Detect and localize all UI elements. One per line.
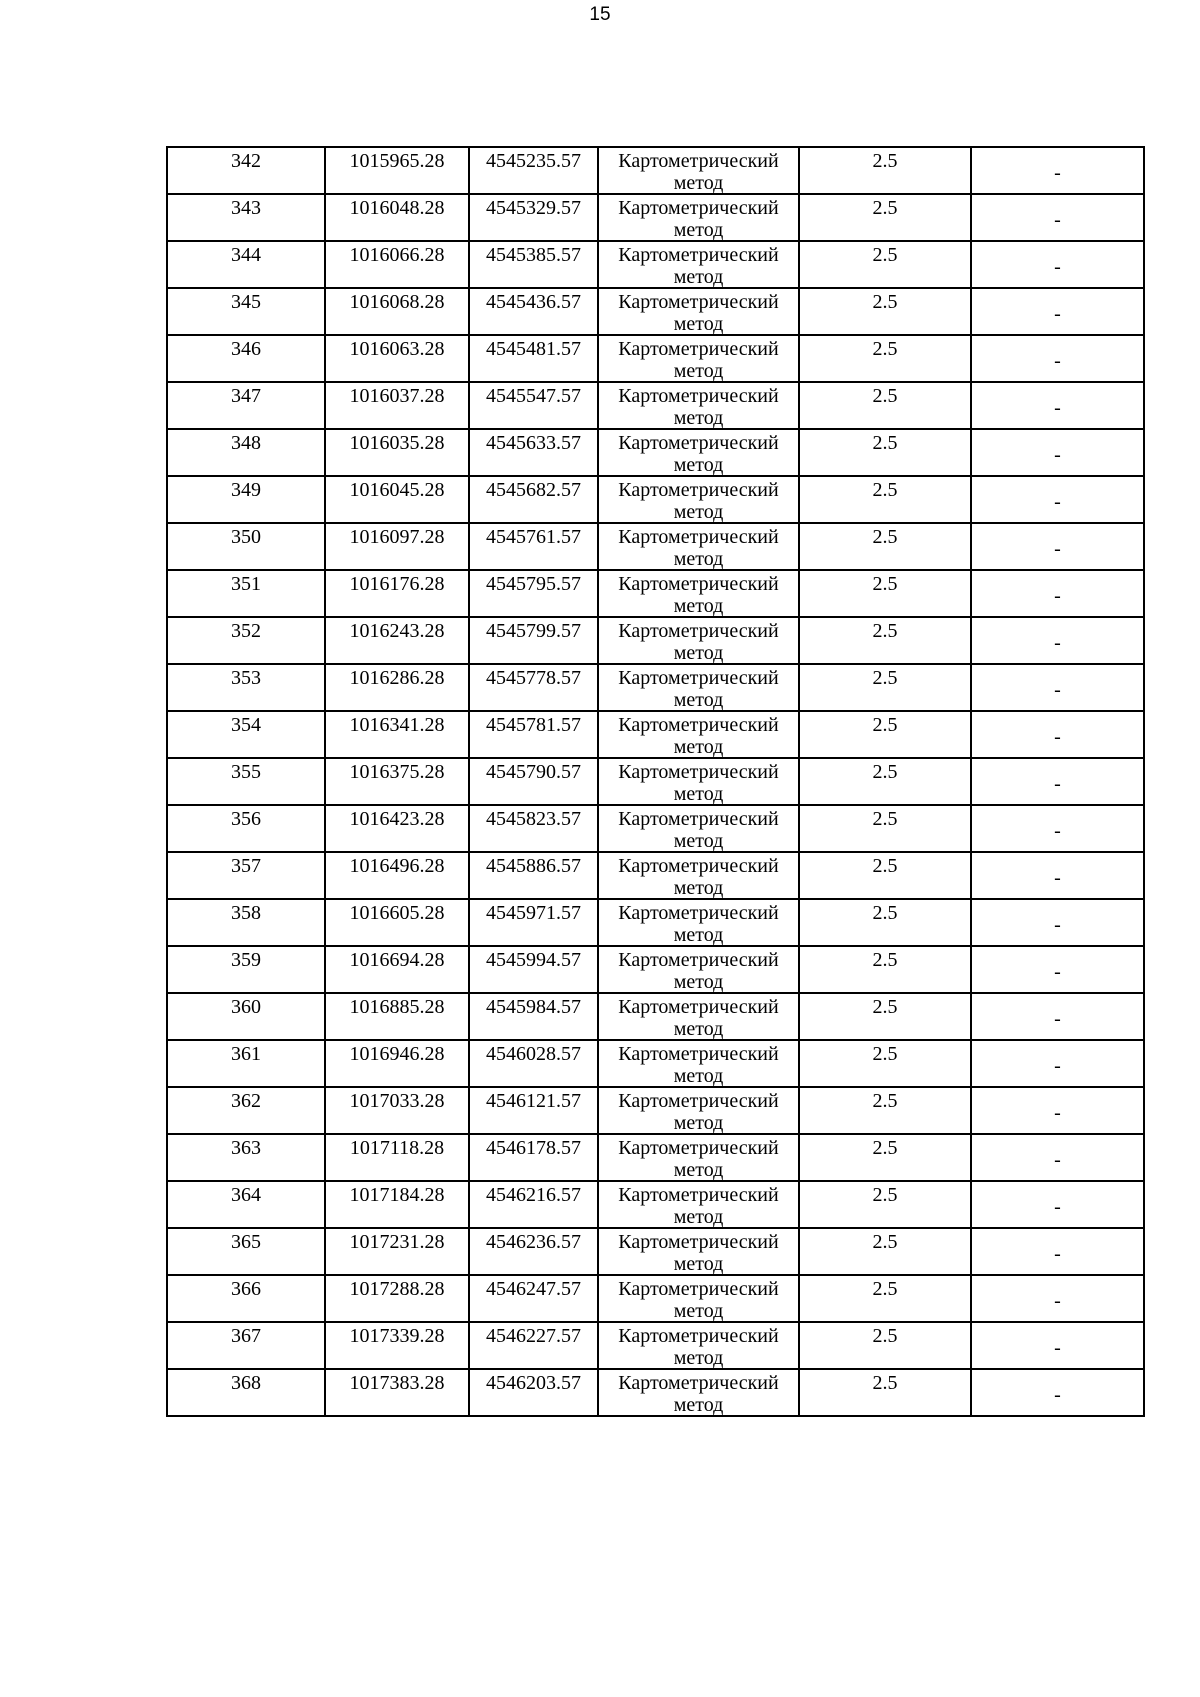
method-line-1: Картометрический xyxy=(618,291,779,313)
y-coordinate-cell: 4546203.57 xyxy=(469,1369,598,1416)
description-cell: - xyxy=(971,429,1144,476)
method-line-1: Картометрический xyxy=(618,1090,779,1112)
table-row xyxy=(167,805,1144,852)
method-line-2: метод xyxy=(673,548,724,570)
method-line-1: Картометрический xyxy=(618,949,779,971)
error-cell: 2.5 xyxy=(799,570,971,617)
table-row xyxy=(167,335,1144,382)
method-cell xyxy=(598,617,799,664)
method-line-1: Картометрический xyxy=(618,338,779,360)
error-cell: 2.5 xyxy=(799,476,971,523)
x-coordinate-cell: 1016066.28 xyxy=(325,241,469,288)
description-cell: - xyxy=(971,288,1144,335)
description-cell: - xyxy=(971,1369,1144,1416)
table-row xyxy=(167,570,1144,617)
y-coordinate-cell: 4545235.57 xyxy=(469,147,598,194)
point-number-cell: 357 xyxy=(167,852,325,899)
description-cell: - xyxy=(971,1040,1144,1087)
point-number-cell: 354 xyxy=(167,711,325,758)
description-cell: - xyxy=(971,523,1144,570)
method-line-1: Картометрический xyxy=(618,385,779,407)
x-coordinate-cell: 1016341.28 xyxy=(325,711,469,758)
table-row xyxy=(167,617,1144,664)
x-coordinate-cell: 1016068.28 xyxy=(325,288,469,335)
table-row xyxy=(167,382,1144,429)
method-line-2: метод xyxy=(673,407,724,429)
table-row xyxy=(167,194,1144,241)
x-coordinate-cell: 1016496.28 xyxy=(325,852,469,899)
method-line-1: Картометрический xyxy=(618,761,779,783)
description-cell: - xyxy=(971,570,1144,617)
method-line-1: Картометрический xyxy=(618,197,779,219)
method-cell xyxy=(598,852,799,899)
point-number-cell: 363 xyxy=(167,1134,325,1181)
method-cell xyxy=(598,664,799,711)
method-line-2: метод xyxy=(673,1300,724,1322)
method-line-1: Картометрический xyxy=(618,667,779,689)
method-line-2: метод xyxy=(673,172,724,194)
description-cell: - xyxy=(971,946,1144,993)
method-cell xyxy=(598,1322,799,1369)
method-line-1: Картометрический xyxy=(618,1184,779,1206)
point-number-cell: 348 xyxy=(167,429,325,476)
y-coordinate-cell: 4545781.57 xyxy=(469,711,598,758)
method-cell xyxy=(598,241,799,288)
y-coordinate-cell: 4545633.57 xyxy=(469,429,598,476)
method-cell xyxy=(598,758,799,805)
method-cell xyxy=(598,899,799,946)
table-row xyxy=(167,1134,1144,1181)
method-cell xyxy=(598,711,799,758)
method-line-1: Картометрический xyxy=(618,573,779,595)
method-cell xyxy=(598,1369,799,1416)
error-cell: 2.5 xyxy=(799,335,971,382)
method-cell xyxy=(598,1134,799,1181)
x-coordinate-cell: 1015965.28 xyxy=(325,147,469,194)
method-line-2: метод xyxy=(673,830,724,852)
method-cell xyxy=(598,1228,799,1275)
table-row xyxy=(167,1275,1144,1322)
method-cell xyxy=(598,194,799,241)
point-number-cell: 356 xyxy=(167,805,325,852)
point-number-cell: 362 xyxy=(167,1087,325,1134)
y-coordinate-cell: 4546247.57 xyxy=(469,1275,598,1322)
point-number-cell: 361 xyxy=(167,1040,325,1087)
method-line-2: метод xyxy=(673,1253,724,1275)
point-number-cell: 353 xyxy=(167,664,325,711)
x-coordinate-cell: 1017184.28 xyxy=(325,1181,469,1228)
error-cell: 2.5 xyxy=(799,664,971,711)
description-cell: - xyxy=(971,758,1144,805)
y-coordinate-cell: 4545547.57 xyxy=(469,382,598,429)
error-cell: 2.5 xyxy=(799,1181,971,1228)
point-number-cell: 359 xyxy=(167,946,325,993)
y-coordinate-cell: 4545994.57 xyxy=(469,946,598,993)
point-number-cell: 343 xyxy=(167,194,325,241)
method-line-2: метод xyxy=(673,595,724,617)
table-row xyxy=(167,523,1144,570)
table-row xyxy=(167,288,1144,335)
method-cell xyxy=(598,382,799,429)
method-line-1: Картометрический xyxy=(618,855,779,877)
method-line-1: Картометрический xyxy=(618,714,779,736)
method-line-2: метод xyxy=(673,313,724,335)
method-line-2: метод xyxy=(673,736,724,758)
method-line-2: метод xyxy=(673,1018,724,1040)
method-line-2: метод xyxy=(673,1112,724,1134)
error-cell: 2.5 xyxy=(799,1275,971,1322)
method-line-1: Картометрический xyxy=(618,902,779,924)
error-cell: 2.5 xyxy=(799,1087,971,1134)
error-cell: 2.5 xyxy=(799,382,971,429)
y-coordinate-cell: 4545436.57 xyxy=(469,288,598,335)
method-line-2: метод xyxy=(673,924,724,946)
method-cell xyxy=(598,805,799,852)
description-cell: - xyxy=(971,382,1144,429)
x-coordinate-cell: 1016694.28 xyxy=(325,946,469,993)
table-row xyxy=(167,1087,1144,1134)
method-line-1: Картометрический xyxy=(618,244,779,266)
method-line-2: метод xyxy=(673,454,724,476)
method-cell xyxy=(598,523,799,570)
y-coordinate-cell: 4546121.57 xyxy=(469,1087,598,1134)
point-number-cell: 360 xyxy=(167,993,325,1040)
error-cell: 2.5 xyxy=(799,993,971,1040)
error-cell: 2.5 xyxy=(799,1369,971,1416)
table-row xyxy=(167,1040,1144,1087)
x-coordinate-cell: 1016946.28 xyxy=(325,1040,469,1087)
table-row xyxy=(167,852,1144,899)
method-cell xyxy=(598,946,799,993)
x-coordinate-cell: 1017033.28 xyxy=(325,1087,469,1134)
method-line-2: метод xyxy=(673,501,724,523)
description-cell: - xyxy=(971,1181,1144,1228)
coordinates-table xyxy=(166,146,1145,1417)
method-line-2: метод xyxy=(673,219,724,241)
method-cell xyxy=(598,1181,799,1228)
method-line-2: метод xyxy=(673,642,724,664)
method-line-2: метод xyxy=(673,1065,724,1087)
x-coordinate-cell: 1016423.28 xyxy=(325,805,469,852)
y-coordinate-cell: 4546227.57 xyxy=(469,1322,598,1369)
point-number-cell: 352 xyxy=(167,617,325,664)
error-cell: 2.5 xyxy=(799,288,971,335)
error-cell: 2.5 xyxy=(799,852,971,899)
description-cell: - xyxy=(971,1134,1144,1181)
x-coordinate-cell: 1017288.28 xyxy=(325,1275,469,1322)
x-coordinate-cell: 1017118.28 xyxy=(325,1134,469,1181)
method-cell xyxy=(598,288,799,335)
description-cell: - xyxy=(971,664,1144,711)
description-cell: - xyxy=(971,617,1144,664)
method-line-1: Картометрический xyxy=(618,150,779,172)
y-coordinate-cell: 4545778.57 xyxy=(469,664,598,711)
method-line-1: Картометрический xyxy=(618,808,779,830)
point-number-cell: 350 xyxy=(167,523,325,570)
x-coordinate-cell: 1016048.28 xyxy=(325,194,469,241)
method-line-2: метод xyxy=(673,689,724,711)
error-cell: 2.5 xyxy=(799,241,971,288)
table-row xyxy=(167,1181,1144,1228)
method-cell xyxy=(598,1087,799,1134)
method-line-1: Картометрический xyxy=(618,526,779,548)
method-line-2: метод xyxy=(673,266,724,288)
table-row xyxy=(167,1369,1144,1416)
error-cell: 2.5 xyxy=(799,946,971,993)
method-cell xyxy=(598,1275,799,1322)
point-number-cell: 367 xyxy=(167,1322,325,1369)
description-cell: - xyxy=(971,1275,1144,1322)
table-row xyxy=(167,664,1144,711)
method-line-1: Картометрический xyxy=(618,1137,779,1159)
description-cell: - xyxy=(971,711,1144,758)
method-line-1: Картометрический xyxy=(618,479,779,501)
description-cell: - xyxy=(971,1322,1144,1369)
description-cell: - xyxy=(971,476,1144,523)
method-line-1: Картометрический xyxy=(618,996,779,1018)
error-cell: 2.5 xyxy=(799,711,971,758)
table-row xyxy=(167,758,1144,805)
x-coordinate-cell: 1017231.28 xyxy=(325,1228,469,1275)
method-line-2: метод xyxy=(673,1206,724,1228)
description-cell: - xyxy=(971,1228,1144,1275)
y-coordinate-cell: 4545799.57 xyxy=(469,617,598,664)
point-number-cell: 366 xyxy=(167,1275,325,1322)
point-number-cell: 342 xyxy=(167,147,325,194)
method-cell xyxy=(598,429,799,476)
method-line-2: метод xyxy=(673,971,724,993)
x-coordinate-cell: 1016035.28 xyxy=(325,429,469,476)
y-coordinate-cell: 4545823.57 xyxy=(469,805,598,852)
point-number-cell: 345 xyxy=(167,288,325,335)
y-coordinate-cell: 4545329.57 xyxy=(469,194,598,241)
x-coordinate-cell: 1016286.28 xyxy=(325,664,469,711)
method-line-1: Картометрический xyxy=(618,1278,779,1300)
table-row xyxy=(167,1322,1144,1369)
point-number-cell: 358 xyxy=(167,899,325,946)
method-line-1: Картометрический xyxy=(618,620,779,642)
error-cell: 2.5 xyxy=(799,1040,971,1087)
description-cell: - xyxy=(971,993,1144,1040)
method-line-1: Картометрический xyxy=(618,1325,779,1347)
y-coordinate-cell: 4545984.57 xyxy=(469,993,598,1040)
point-number-cell: 365 xyxy=(167,1228,325,1275)
y-coordinate-cell: 4546236.57 xyxy=(469,1228,598,1275)
x-coordinate-cell: 1016045.28 xyxy=(325,476,469,523)
y-coordinate-cell: 4546216.57 xyxy=(469,1181,598,1228)
y-coordinate-cell: 4545385.57 xyxy=(469,241,598,288)
y-coordinate-cell: 4545761.57 xyxy=(469,523,598,570)
method-cell xyxy=(598,476,799,523)
method-line-1: Картометрический xyxy=(618,1231,779,1253)
y-coordinate-cell: 4545886.57 xyxy=(469,852,598,899)
x-coordinate-cell: 1016063.28 xyxy=(325,335,469,382)
point-number-cell: 344 xyxy=(167,241,325,288)
description-cell: - xyxy=(971,241,1144,288)
method-line-2: метод xyxy=(673,1159,724,1181)
table-row xyxy=(167,899,1144,946)
point-number-cell: 368 xyxy=(167,1369,325,1416)
y-coordinate-cell: 4546178.57 xyxy=(469,1134,598,1181)
table-row xyxy=(167,993,1144,1040)
x-coordinate-cell: 1016097.28 xyxy=(325,523,469,570)
method-line-2: метод xyxy=(673,877,724,899)
table-row xyxy=(167,476,1144,523)
method-line-2: метод xyxy=(673,783,724,805)
method-line-2: метод xyxy=(673,360,724,382)
description-cell: - xyxy=(971,852,1144,899)
x-coordinate-cell: 1016176.28 xyxy=(325,570,469,617)
y-coordinate-cell: 4545682.57 xyxy=(469,476,598,523)
point-number-cell: 347 xyxy=(167,382,325,429)
y-coordinate-cell: 4545790.57 xyxy=(469,758,598,805)
x-coordinate-cell: 1017339.28 xyxy=(325,1322,469,1369)
x-coordinate-cell: 1016243.28 xyxy=(325,617,469,664)
method-cell xyxy=(598,147,799,194)
y-coordinate-cell: 4546028.57 xyxy=(469,1040,598,1087)
description-cell: - xyxy=(971,1087,1144,1134)
table-row xyxy=(167,147,1144,194)
method-line-1: Картометрический xyxy=(618,1372,779,1394)
method-cell xyxy=(598,993,799,1040)
method-line-2: метод xyxy=(673,1347,724,1369)
table-row xyxy=(167,1228,1144,1275)
x-coordinate-cell: 1017383.28 xyxy=(325,1369,469,1416)
table-row xyxy=(167,241,1144,288)
error-cell: 2.5 xyxy=(799,617,971,664)
point-number-cell: 364 xyxy=(167,1181,325,1228)
x-coordinate-cell: 1016037.28 xyxy=(325,382,469,429)
method-cell xyxy=(598,1040,799,1087)
method-line-2: метод xyxy=(673,1394,724,1416)
point-number-cell: 349 xyxy=(167,476,325,523)
table-row xyxy=(167,429,1144,476)
y-coordinate-cell: 4545795.57 xyxy=(469,570,598,617)
table-row xyxy=(167,711,1144,758)
error-cell: 2.5 xyxy=(799,805,971,852)
x-coordinate-cell: 1016885.28 xyxy=(325,993,469,1040)
x-coordinate-cell: 1016375.28 xyxy=(325,758,469,805)
error-cell: 2.5 xyxy=(799,1134,971,1181)
y-coordinate-cell: 4545971.57 xyxy=(469,899,598,946)
description-cell: - xyxy=(971,194,1144,241)
error-cell: 2.5 xyxy=(799,758,971,805)
table-row xyxy=(167,946,1144,993)
error-cell: 2.5 xyxy=(799,147,971,194)
description-cell: - xyxy=(971,335,1144,382)
error-cell: 2.5 xyxy=(799,194,971,241)
error-cell: 2.5 xyxy=(799,429,971,476)
point-number-cell: 346 xyxy=(167,335,325,382)
error-cell: 2.5 xyxy=(799,899,971,946)
coordinates-table-body xyxy=(167,147,1144,1416)
error-cell: 2.5 xyxy=(799,1228,971,1275)
page-number: 15 xyxy=(589,4,611,25)
error-cell: 2.5 xyxy=(799,1322,971,1369)
method-line-1: Картометрический xyxy=(618,1043,779,1065)
description-cell: - xyxy=(971,147,1144,194)
error-cell: 2.5 xyxy=(799,523,971,570)
description-cell: - xyxy=(971,899,1144,946)
point-number-cell: 355 xyxy=(167,758,325,805)
method-line-1: Картометрический xyxy=(618,432,779,454)
y-coordinate-cell: 4545481.57 xyxy=(469,335,598,382)
method-cell xyxy=(598,335,799,382)
point-number-cell: 351 xyxy=(167,570,325,617)
method-cell xyxy=(598,570,799,617)
x-coordinate-cell: 1016605.28 xyxy=(325,899,469,946)
description-cell: - xyxy=(971,805,1144,852)
